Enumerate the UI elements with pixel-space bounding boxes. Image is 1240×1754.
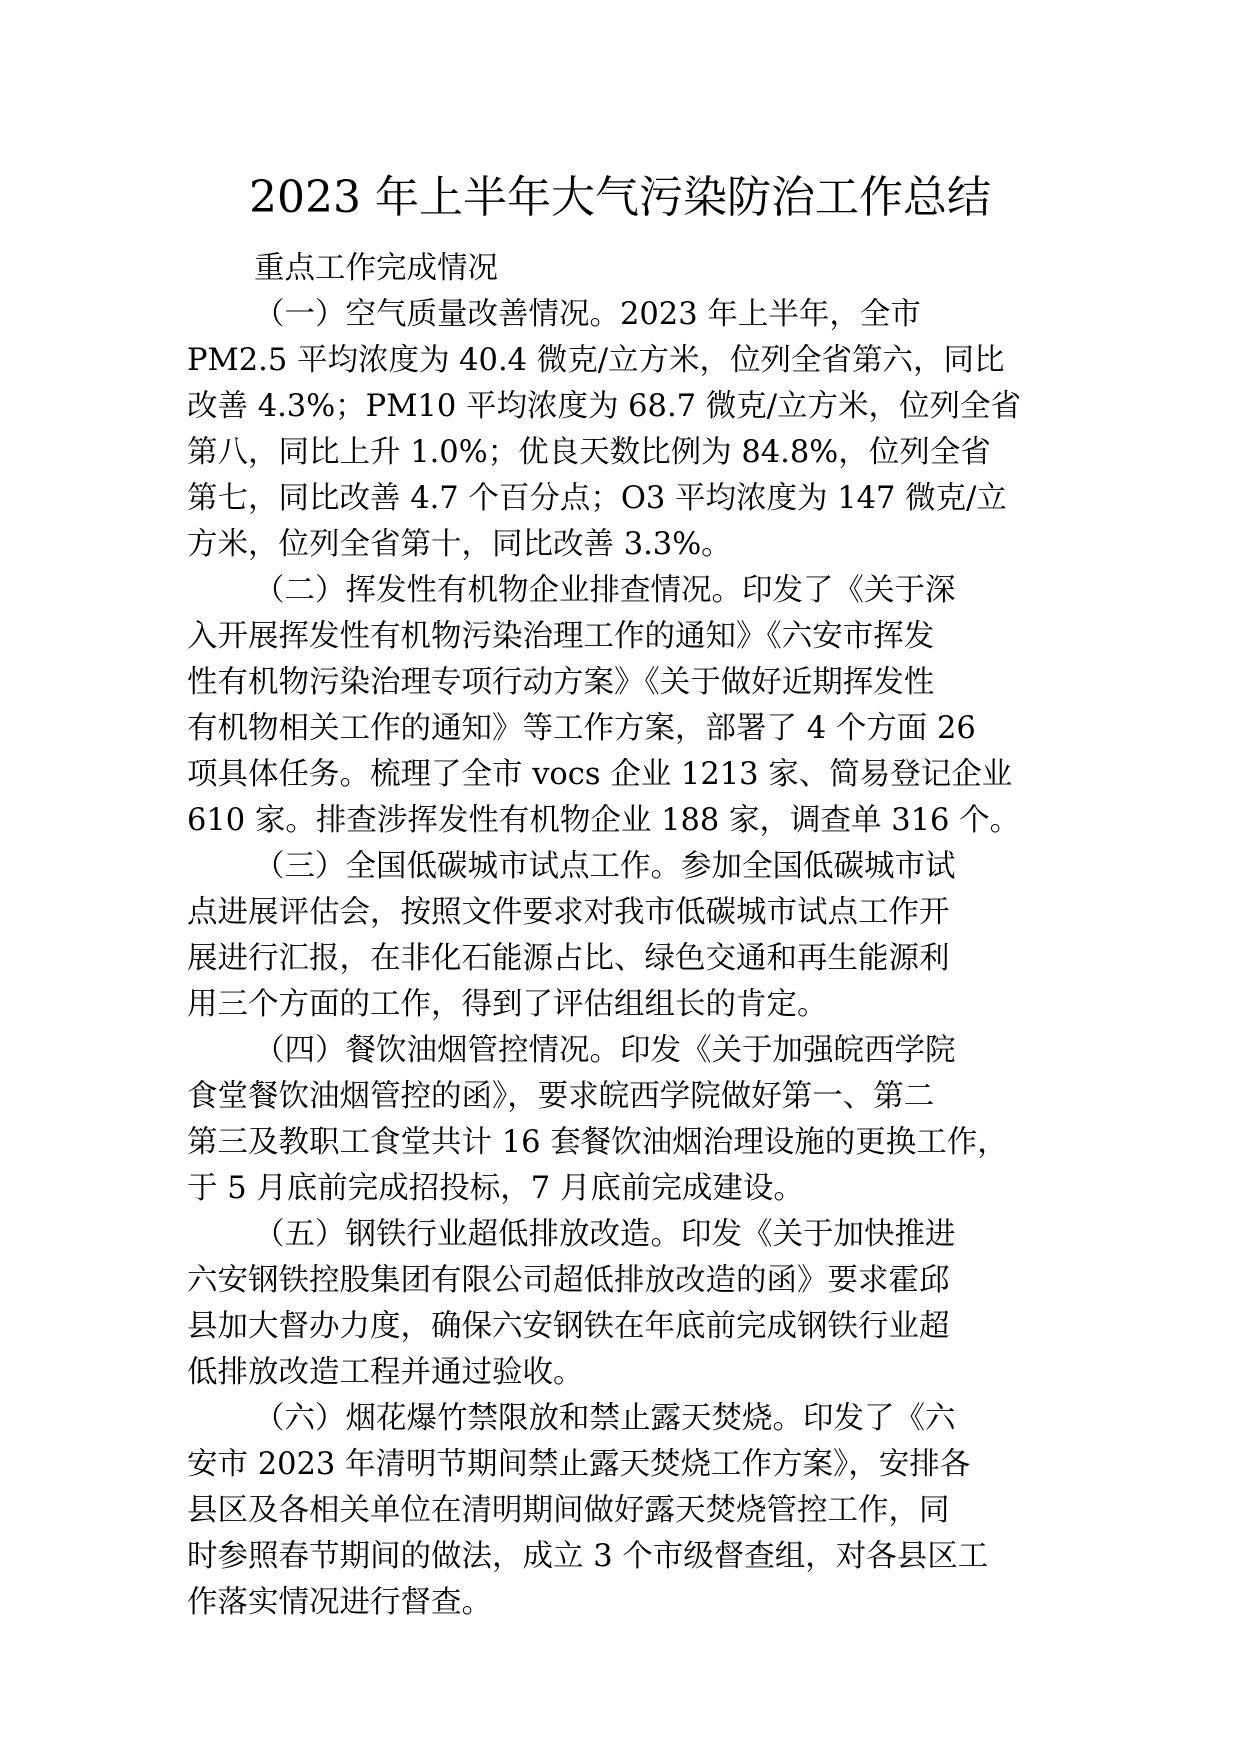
paragraph-1-line-4: 第八，同比上升 1.0%；优良天数比例为 84.8%，位列全省 [187,435,991,470]
paragraph-1-line-5: 第七，同比改善 4.7 个百分点；O3 平均浓度为 147 微克/立 [187,481,1007,516]
paragraph-2-line-6: 610 家。排查涉挥发性有机物企业 188 家，调查单 316 个。 [187,803,1021,838]
paragraph-3-line-4: 用三个方面的工作，得到了评估组组长的肯定。 [187,987,828,1022]
paragraph-2-line-4: 有机物相关工作的通知》等工作方案，部署了 4 个方面 26 [187,711,976,746]
paragraph-2-line-3: 性有机物污染治理专项行动方案》《关于做好近期挥发性 [187,665,935,700]
paragraph-4-line-3: 第三及教职工食堂共计 16 套餐饮油烟治理设施的更换工作， [187,1125,1008,1160]
section-heading: 重点工作完成情况 [254,251,498,286]
paragraph-6-line-3: 县区及各相关单位在清明期间做好露天焚烧管控工作，同 [187,1493,950,1528]
document-body [187,246,1057,1626]
paragraph-1-line-1: （一）空气质量改善情况。2023 年上半年，全市 [254,297,921,332]
paragraph-3-line-3: 展进行汇报，在非化石能源占比、绿色交通和再生能源利 [187,941,950,976]
paragraph-1-line-2: PM2.5 平均浓度为 40.4 微克/立方米，位列全省第六，同比 [187,343,1005,378]
paragraph-4-line-4: 于 5 月底前完成招投标，7 月底前完成建设。 [187,1171,804,1206]
paragraph-1-line-6: 方米，位列全省第十，同比改善 3.3%。 [187,527,732,562]
paragraph-6-line-2: 安市 2023 年清明节期间禁止露天焚烧工作方案》，安排各 [187,1447,971,1482]
paragraph-2-line-2: 入开展挥发性有机物污染治理工作的通知》《六安市挥发 [187,619,935,654]
paragraph-3-line-2: 点进展评估会，按照文件要求对我市低碳城市试点工作开 [187,895,950,930]
paragraph-3-line-1: （三）全国低碳城市试点工作。参加全国低碳城市试 [254,849,956,884]
paragraph-2-line-1: （二）挥发性有机物企业排查情况。印发了《关于深 [254,573,956,608]
paragraph-6-line-1: （六）烟花爆竹禁限放和禁止露天焚烧。印发了《六 [254,1401,956,1436]
paragraph-6-line-4: 时参照春节期间的做法，成立 3 个市级督查组，对各县区工 [187,1539,989,1574]
paragraph-4-line-2: 食堂餐饮油烟管控的函》，要求皖西学院做好第一、第二 [187,1079,935,1114]
paragraph-6-line-5: 作落实情况进行督查。 [187,1585,492,1620]
paragraph-2-line-5: 项具体任务。梳理了全市 vocs 企业 1213 家、简易登记企业 [187,757,1013,792]
paragraph-4-line-1: （四）餐饮油烟管控情况。印发《关于加强皖西学院 [254,1033,956,1068]
paragraph-5-line-1: （五）钢铁行业超低排放改造。印发《关于加快推进 [254,1217,956,1252]
document-title: 2023 年上半年大气污染防治工作总结 [249,172,991,223]
paragraph-5-line-3: 县加大督办力度，确保六安钢铁在年底前完成钢铁行业超 [187,1309,950,1344]
paragraph-1-line-3: 改善 4.3%；PM10 平均浓度为 68.7 微克/立方米，位列全省 [187,389,1022,424]
paragraph-5-line-2: 六安钢铁控股集团有限公司超低排放改造的函》要求霍邱 [187,1263,950,1298]
paragraph-5-line-4: 低排放改造工程并通过验收。 [187,1355,584,1390]
